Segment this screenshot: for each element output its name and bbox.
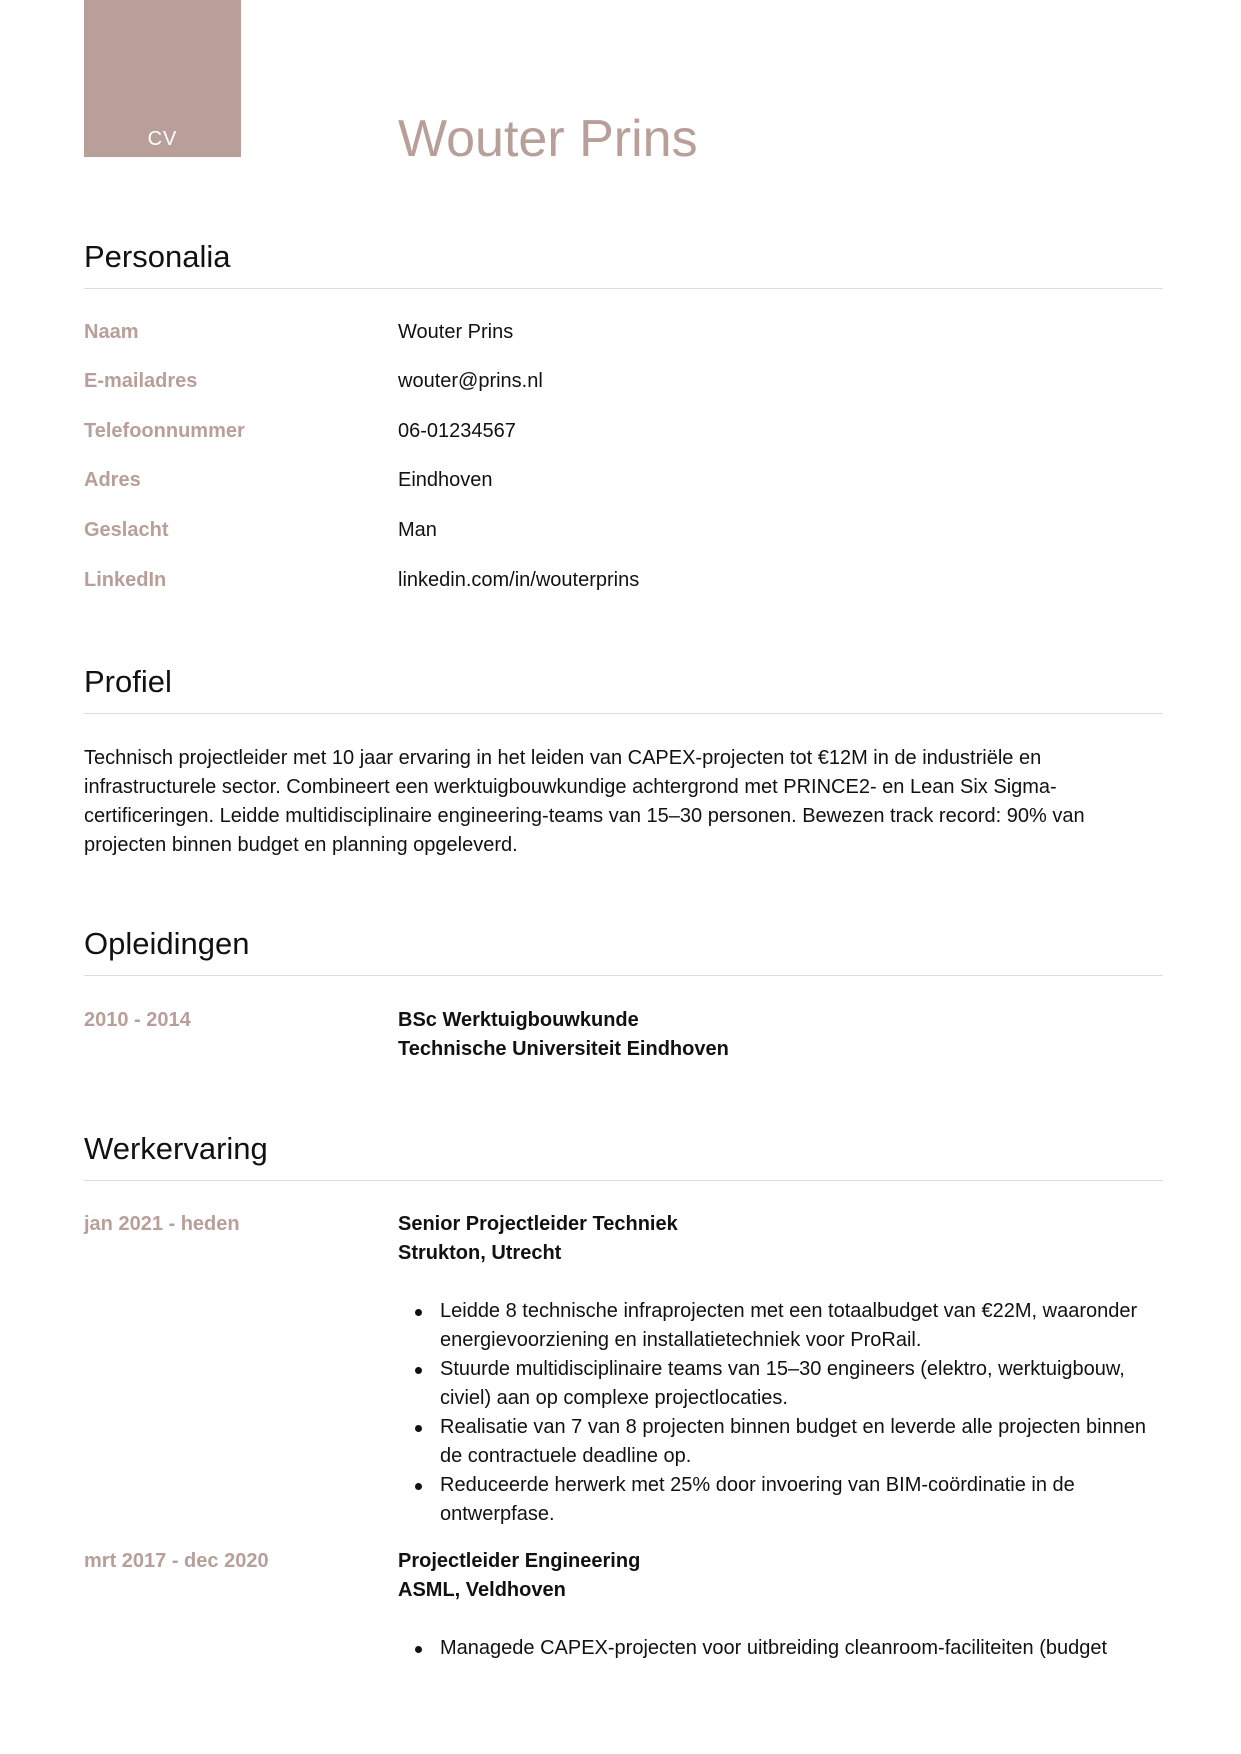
field-value: Wouter Prins xyxy=(398,321,514,343)
field-value: Man xyxy=(398,519,437,541)
work-company: ASML, Veldhoven xyxy=(398,1579,566,1601)
field-label: Naam xyxy=(84,321,139,343)
work-date: jan 2021 - heden xyxy=(84,1213,240,1235)
work-company: Strukton, Utrecht xyxy=(398,1242,562,1264)
cv-badge-label: CV xyxy=(147,128,178,150)
education-degree: BSc Werktuigbouwkunde xyxy=(398,1009,639,1031)
work-body xyxy=(398,1210,1163,1529)
field-label: E-mailadres xyxy=(84,370,198,392)
list-item: Leidde 8 technische infraprojecten met een totaalbudget van €22M, waaronder energievoorziening en installatietechniek voor ProRail. xyxy=(398,1297,1163,1355)
list-item: Realisatie van 7 van 8 projecten binnen budget en leverde alle projecten binnen de contractuele deadline op. xyxy=(398,1413,1163,1471)
section-title-opleidingen: Opleidingen xyxy=(84,924,1163,976)
section-title-profiel: Profiel xyxy=(84,662,1163,714)
work-role: Projectleider Engineering xyxy=(398,1550,641,1572)
work-date: mrt 2017 - dec 2020 xyxy=(84,1550,269,1572)
cv-badge xyxy=(84,0,241,157)
field-label: LinkedIn xyxy=(84,569,167,591)
education-date: 2010 - 2014 xyxy=(84,1009,191,1031)
section-profiel xyxy=(84,662,1163,856)
field-label: Geslacht xyxy=(84,519,169,541)
field-value: wouter@prins.nl xyxy=(398,370,543,392)
profile-text: Technisch projectleider met 10 jaar ervaring in het leiden van CAPEX-projecten tot €12M in de industriële en infrastructurele sector. Combineert een werktuigbouwkundige achtergrond met PRINCE2- en Lean Six Sigma-certificeringen. Leidde multidisciplinaire engineering-teams van 15–30 personen. Bewezen track record: 90% van projecten binnen budget en planning opgeleverd. xyxy=(84,747,1085,856)
work-bullets xyxy=(398,1297,1163,1529)
field-value: Eindhoven xyxy=(398,469,493,491)
education-institution: Technische Universiteit Eindhoven xyxy=(398,1038,729,1060)
education-body xyxy=(398,1006,1163,1064)
page-title: Wouter Prins xyxy=(398,110,698,168)
section-title-personalia: Personalia xyxy=(84,237,1163,289)
list-item: Stuurde multidisciplinaire teams van 15–30 engineers (elektro, werktuigbouw, civiel) aan op complexe projectlocaties. xyxy=(398,1355,1163,1413)
section-werkervaring xyxy=(84,1129,1163,1659)
section-personalia xyxy=(84,237,1163,591)
work-body xyxy=(398,1547,1163,1663)
work-role: Senior Projectleider Techniek xyxy=(398,1213,678,1235)
section-opleidingen xyxy=(84,924,1163,1060)
list-item: Managede CAPEX-projecten voor uitbreiding cleanroom-faciliteiten (budget xyxy=(398,1634,1163,1663)
work-bullets xyxy=(398,1634,1163,1663)
field-label: Adres xyxy=(84,469,141,491)
field-value: linkedin.com/in/wouterprins xyxy=(398,569,640,591)
field-value: 06-01234567 xyxy=(398,420,516,442)
section-title-werkervaring: Werkervaring xyxy=(84,1129,1163,1181)
field-label: Telefoonnummer xyxy=(84,420,245,442)
list-item: Reduceerde herwerk met 25% door invoering van BIM-coördinatie in de ontwerpfase. xyxy=(398,1471,1163,1529)
